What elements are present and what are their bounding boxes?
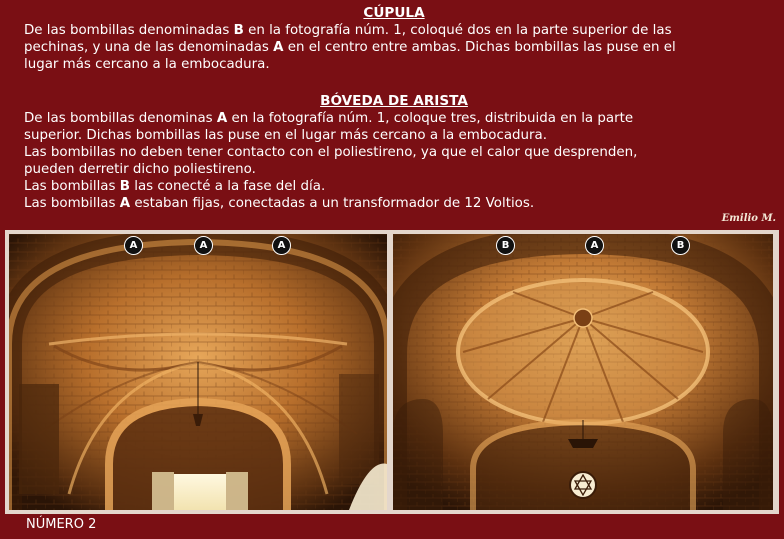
bulb-marker-a-left-1: A (124, 236, 143, 255)
cupula-heading: CÚPULA (363, 5, 425, 21)
groin-vault-illustration (9, 234, 387, 510)
bulb-marker-b-right-1: B (496, 236, 515, 255)
boveda-heading: BÓVEDA DE ARISTA (320, 93, 468, 109)
cupula-line-1: De las bombillas denominadas B en la fotografía núm. 1, coloqué dos en la parte superior de las (24, 23, 672, 38)
photo-frame (5, 230, 779, 514)
boveda-line-4: pueden derretir dicho poliestireno. (24, 162, 256, 177)
boveda-line-5: Las bombillas B las conecté a la fase del día. (24, 179, 326, 194)
footer-label: NÚMERO 2 (26, 517, 97, 532)
bulb-marker-a-left-3: A (272, 236, 291, 255)
boveda-line-2: superior. Dichas bombillas las puse en el lugar más cercano a la embocadura. (24, 128, 547, 143)
boveda-line-1: De las bombillas denominas A en la fotografía núm. 1, coloque tres, distribuida en la parte (24, 111, 634, 126)
boveda-section (24, 92, 764, 212)
boveda-line-6: Las bombillas A estaban fijas, conectadas a un transformador de 12 Voltios. (24, 196, 535, 211)
bulb-marker-a-right: A (585, 236, 604, 255)
bulb-marker-a-left-2: A (194, 236, 213, 255)
cupula-section (24, 4, 764, 73)
signature: Emilio M. (721, 213, 776, 224)
cupula-line-2: pechinas, y una de las denominadas A en el centro entre ambas. Dichas bombillas las puse en el (24, 40, 676, 55)
cupula-line-3: lugar más cercano a la embocadura. (24, 57, 270, 72)
dome-illustration (393, 234, 773, 510)
boveda-line-3: Las bombillas no deben tener contacto con el poliestireno, ya que el calor que desprenden, (24, 145, 638, 160)
photo-groin-vault (9, 234, 387, 510)
photo-dome (393, 234, 773, 510)
bulb-marker-b-right-2: B (671, 236, 690, 255)
